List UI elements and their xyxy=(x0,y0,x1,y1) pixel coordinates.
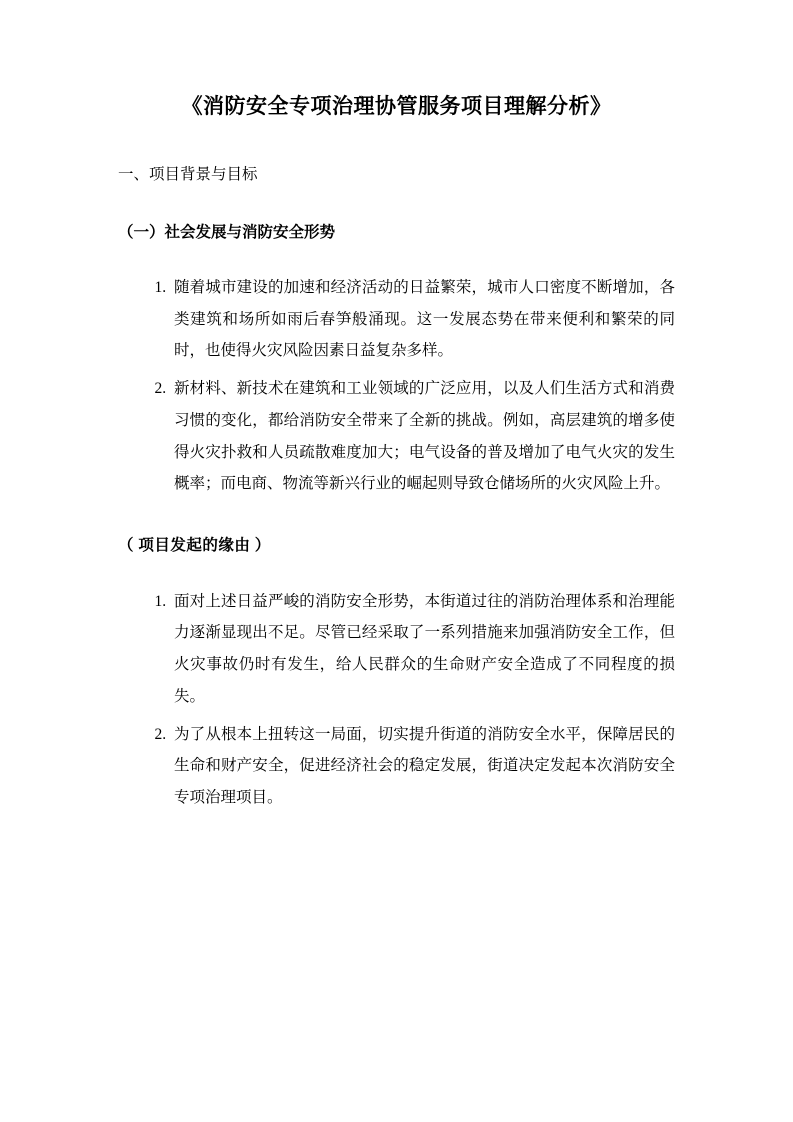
subsection-2-list xyxy=(118,586,675,814)
subsection-1-list xyxy=(118,272,675,500)
list-item: 2. 为了从根本上扭转这一局面，切实提升街道的消防安全水平，保障居民的生命和财产安全，促进经济社会的稳定发展，街道决定发起本次消防安全专项治理项目。 xyxy=(170,719,675,814)
section-heading-1: 一、项目背景与目标 xyxy=(118,166,258,184)
list-item: 2. 新材料、新技术在建筑和工业领域的广泛应用，以及人们生活方式和消费习惯的变化，都给消防安全带来了全新的挑战。例如，高层建筑的增多使得火灾扑救和人员疏散难度加大；电气设备的普及增加了电气火灾的发生概率；而电商、物流等新兴行业的崛起则导致仓储场所的火灾风险上升。 xyxy=(170,373,675,500)
list-item: 1. 随着城市建设的加速和经济活动的日益繁荣，城市人口密度不断增加，各类建筑和场所如雨后春笋般涌现。这一发展态势在带来便利和繁荣的同时，也使得火灾风险因素日益复杂多样。 xyxy=(170,272,675,367)
list-item: 1. 面对上述日益严峻的消防安全形势，本街道过往的消防治理体系和治理能力逐渐显现出不足。尽管已经采取了一系列措施来加强消防安全工作，但火灾事故仍时有发生，给人民群众的生命财产安全造成了不同程度的损失。 xyxy=(170,586,675,713)
subsection-heading-2: （ 项目发起的缘由 ） xyxy=(118,537,271,555)
page-title: 《消防安全专项治理协管服务项目理解分析》 xyxy=(181,94,612,118)
subsection-heading-1: （一）社会发展与消防安全形势 xyxy=(118,223,336,241)
